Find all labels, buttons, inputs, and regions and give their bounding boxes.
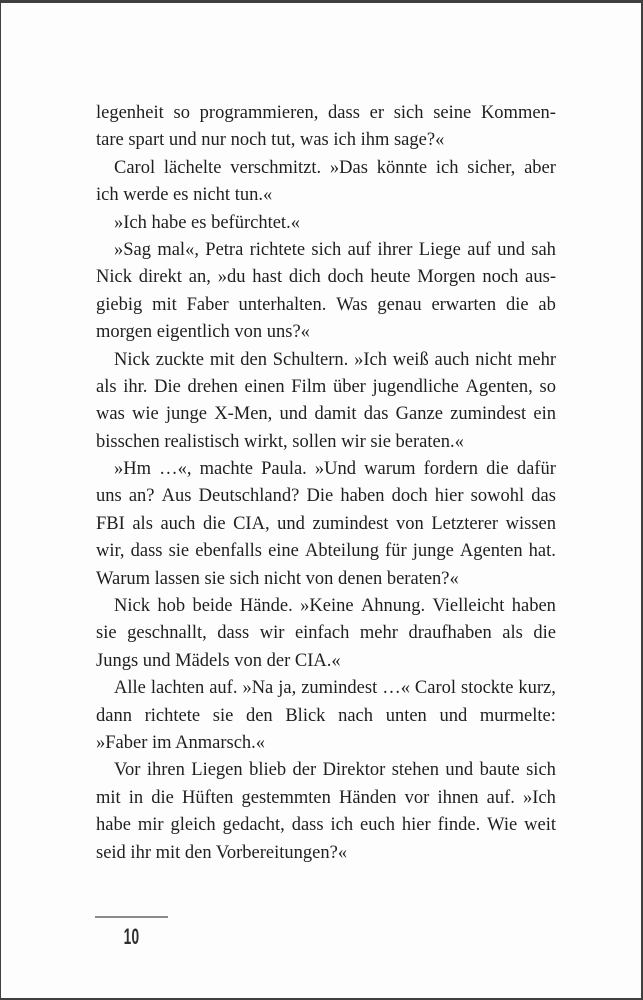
text-line: als ihr. Die drehen einen Film über jugendliche Agenten, so [96,376,556,397]
paragraph [96,593,556,675]
paragraph [96,757,556,867]
text-line: uns an? Aus Deutschland? Die haben doch hier sowohl das [96,486,556,507]
text-line: »Hm …«, machte Paula. »Und warum fordern die dafür [114,459,556,480]
text-line: morgen eigentlich von uns?« [96,322,310,343]
paragraph [96,347,556,457]
text-line: sie geschnallt, dass wir einfach mehr draufhaben als die [96,623,556,644]
paragraph [96,456,556,593]
text-line: Nick hob beide Hände. »Keine Ahnung. Vielleicht haben [114,596,556,617]
text-line: seid ihr mit den Vorbereitungen?« [96,842,348,863]
text-line: Warum lassen sie sich nicht von denen beraten?« [96,568,459,589]
text-line: ich werde es nicht tun.« [96,185,273,206]
text-line: tare spart und nur noch tut, was ich ihm sage?« [96,130,445,151]
paragraph [96,155,556,210]
text-line: wir, dass sie ebenfalls eine Abteilung für junge Agenten hat. [96,541,556,562]
text-line: Nick direkt an, »du hast dich doch heute Morgen noch aus- [96,267,556,288]
text-line: »Ich habe es befürchtet.« [114,212,300,233]
text-line: Jungs und Mädels von der CIA.« [96,650,341,671]
text-line: FBI als auch die CIA, und zumindest von Letzterer wissen [96,513,556,534]
text-line: dann richtete sie den Blick nach unten und murmelte: [96,705,556,726]
text-line: mit in die Hüften gestemmten Händen vor ihnen auf. »Ich [96,787,556,808]
text-line: »Faber im Anmarsch.« [96,732,266,753]
text-line: Nick zuckte mit den Schultern. »Ich weiß auch nicht mehr [114,349,556,370]
text-line: »Sag mal«, Petra richtete sich auf ihrer Liege auf und sah [114,239,556,260]
paragraph [96,210,556,237]
text-line: Vor ihren Liegen blieb der Direktor stehen und baute sich [114,760,556,781]
text-line: was wie junge X-Men, und damit das Ganze zumindest ein [96,404,556,425]
paragraph [96,237,556,347]
text-block [96,100,556,867]
text-line: Carol lächelte verschmitzt. »Das könnte ich sicher, aber [114,157,556,178]
paragraph [96,100,556,155]
text-line: giebig mit Faber unterhalten. Was genau erwarten die ab [96,294,556,315]
page-number-rule [95,916,168,918]
page-number: 10 [123,924,140,949]
text-line: bisschen realistisch wirkt, sollen wir sie beraten.« [96,431,464,452]
text-line: habe mir gleich gedacht, dass ich euch hier finde. Wie weit [96,815,556,836]
paragraph [96,675,556,757]
text-line: Alle lachten auf. »Na ja, zumindest …« Carol stockte kurz, [114,678,556,699]
text-line: legenheit so programmieren, dass er sich seine Kommen- [96,103,556,123]
